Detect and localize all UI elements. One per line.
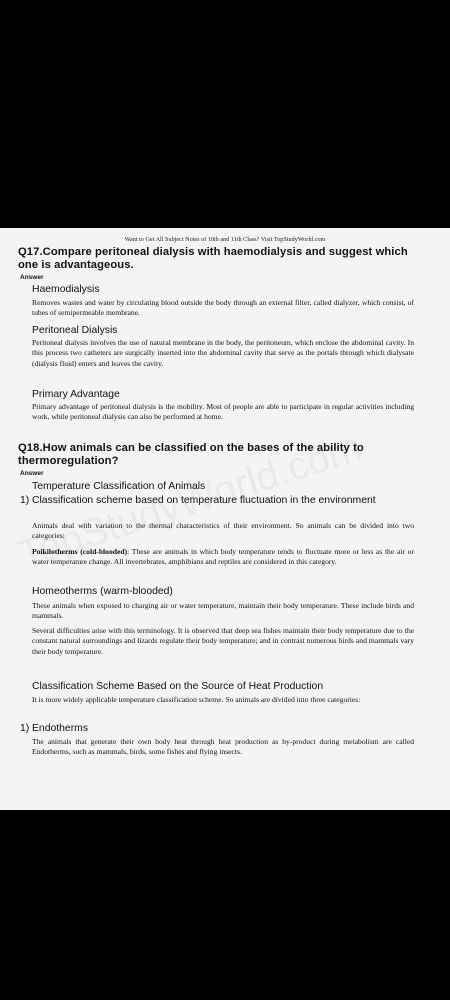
question-text: Compare peritoneal dialysis with haemodialysis and suggest which one is advantageous. [18,246,408,271]
question-number: Q18. [18,442,43,454]
heading-peritoneal-dialysis: Peritoneal Dialysis [32,325,118,336]
paragraph: The animals that generate their own body heat through heat production as by-product during metabolism are called Endotherms, such as mammals, birds, some fishes and flying insects. [32,737,414,757]
heading-endotherms: Endotherms [32,723,89,734]
list-item-title: Classification scheme based on temperature fluctuation in the environment [32,495,376,506]
question-text: How animals can be classified on the bases of the ability to thermoregulation? [18,442,364,467]
paragraph: Peritoneal dialysis involves the use of natural membrane in the body, the peritoneum, which enclose the abdominal cavity. In this process two catheters are surgically inserted into the abdominal cavity that serve as the portals through which dialysate (dialysis fluid) enters and leaves the cavity. [32,338,414,368]
header-note: Want to Get All Subject Notes of 10th and 11th Class? Visit TopStudyWorld.com [124,236,326,243]
question-17 [18,246,430,272]
list-number: 1) [20,723,30,734]
term-poikilotherms: Poikilotherms (cold-blooded) [32,547,128,556]
paragraph: Animals deal with variation to the thermal characteristics of their environment. So animals can be divided into two categories: [32,521,414,541]
paragraph: Several difficulties arise with this terminology. It is observed that deep sea fishes maintain their body temperature due to the constant natural surroundings and lizards regulate their body temperature; and in contrast numerous birds and mammals vary their body temperature. [32,626,414,656]
heading-haemodialysis: Haemodialysis [32,284,100,295]
answer-label: Answer [20,274,44,281]
question-number: Q17. [18,246,43,258]
heading-homeotherms: Homeotherms (warm-blooded) [32,586,173,597]
paragraph: It is more widely applicable temperature classification scheme. So animals are divided into three categories: [32,695,361,704]
document-page [0,228,450,810]
list-number: 1) [20,495,30,506]
paragraph: Removes wastes and water by circulating blood outside the body through an external filter, called dialyzer, which consist, of tubes of semipermeable membrane. [32,298,414,318]
question-18 [18,442,430,468]
heading-temperature-classification: Temperature Classification of Animals [32,481,206,492]
answer-label: Answer [20,470,44,477]
paragraph-poikilotherms [32,547,414,568]
paragraph: Primary advantage of peritoneal dialysis is the mobility. Most of people are able to participate in regular activities including work, while peritoneal dialysis can also be performed at home. [32,402,414,422]
paragraph: These animals when exposed to charging air or water temperature, maintain their body temperature. These include birds and mammals. [32,601,414,621]
heading-heat-production-scheme: Classification Scheme Based on the Source of Heat Production [32,681,324,692]
heading-primary-advantage: Primary Advantage [32,389,120,400]
definition: : These are animals in which body temperature tends to fluctuate more or less as the air or water temperature change. All invertebrates, amphibians and reptiles are considered in this category. [32,547,414,567]
